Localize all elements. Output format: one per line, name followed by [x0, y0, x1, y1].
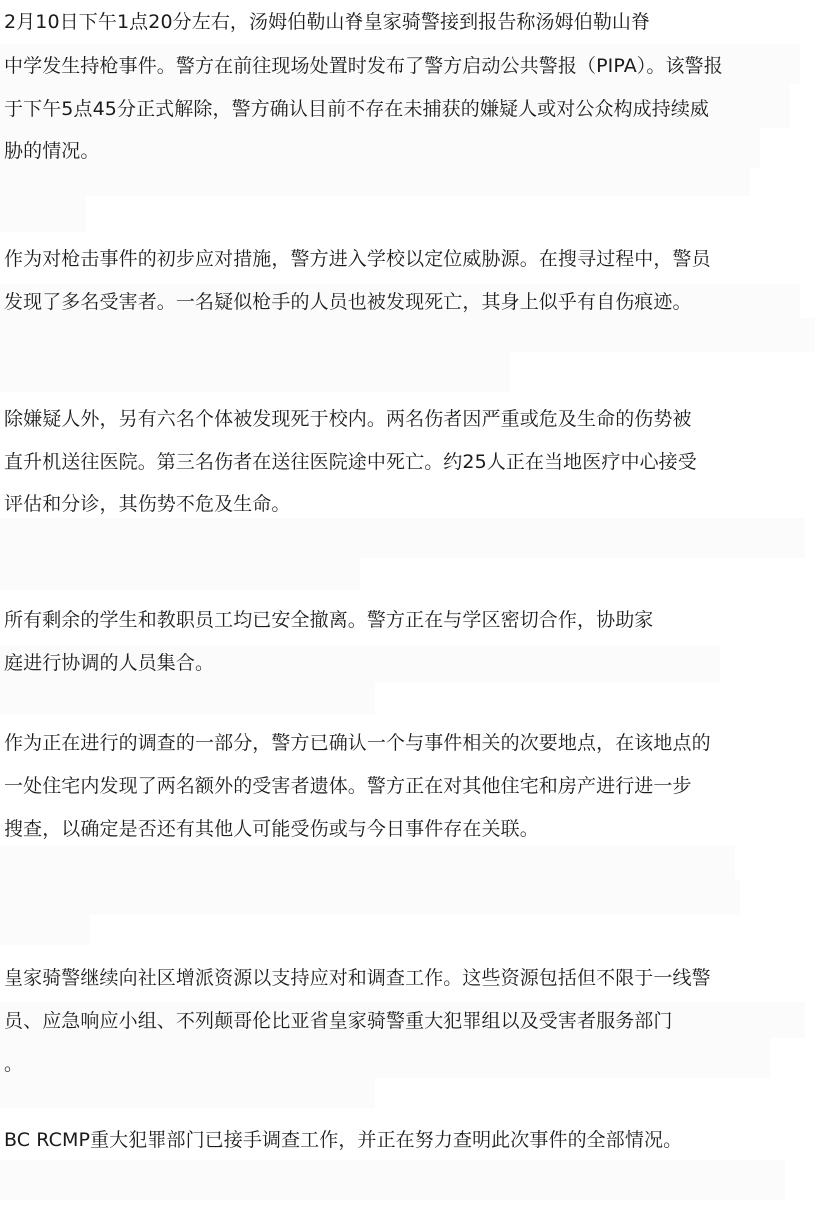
background-band — [0, 845, 735, 879]
background-band — [0, 1038, 770, 1078]
background-band — [0, 1160, 785, 1200]
text-line: 除嫌疑人外，另有六名个体被发现死于校内。两名伤者因严重或危及生命的伤势被 — [4, 408, 692, 430]
background-band — [0, 196, 86, 232]
text-line: 皇家骑警继续向社区增派资源以支持应对和调查工作。这些资源包括但不限于一线警 — [4, 967, 711, 989]
text-line: 中学发生持枪事件。警方在前往现场处置时发布了警方启动公共警报（PIPA）。该警报 — [4, 55, 723, 77]
text-line: 作为对枪击事件的初步应对措施，警方进入学校以定位威胁源。在搜寻过程中，警员 — [4, 248, 711, 270]
background-band — [0, 128, 760, 168]
text-line: 胁的情况。 — [4, 140, 100, 162]
text-line: 。 — [4, 1053, 24, 1075]
background-band — [0, 168, 750, 196]
text-line: 一处住宅内发现了两名额外的受害者遗体。警方正在对其他住宅和房产进行进一步 — [4, 775, 692, 797]
background-band — [0, 683, 375, 715]
text-line: 搜查，以确定是否还有其他人可能受伤或与今日事件存在关联。 — [4, 818, 539, 840]
background-band — [0, 318, 815, 352]
background-band — [0, 352, 510, 392]
background-band — [0, 558, 360, 590]
background-band — [0, 1078, 375, 1108]
background-band — [0, 518, 805, 558]
background-band — [0, 879, 740, 915]
text-line: 员、应急响应小组、不列颠哥伦比亚省皇家骑警重大犯罪组以及受害者服务部门 — [4, 1010, 673, 1032]
background-band — [0, 915, 90, 945]
text-line: 庭进行协调的人员集合。 — [4, 652, 215, 674]
text-line: 直升机送往医院。第三名伤者在送往医院途中死亡。约25人正在当地医疗中心接受 — [4, 451, 697, 473]
text-line: 发现了多名受害者。一名疑似枪手的人员也被发现死亡，其身上似乎有自伤痕迹。 — [4, 291, 692, 313]
text-line: 于下午5点45分正式解除，警方确认目前不存在未捕获的嫌疑人或对公众构成持续威 — [4, 98, 710, 120]
text-line: BC RCMP重大犯罪部门已接手调查工作，并正在努力查明此次事件的全部情况。 — [4, 1129, 683, 1151]
text-line: 所有剩余的学生和教职员工均已安全撤离。警方正在与学区密切合作，协助家 — [4, 609, 654, 631]
text-line: 作为正在进行的调查的一部分，警方已确认一个与事件相关的次要地点，在该地点的 — [4, 732, 711, 754]
text-line: 2月10日下午1点20分左右，汤姆伯勒山脊皇家骑警接到报告称汤姆伯勒山脊 — [4, 11, 651, 33]
text-line: 评估和分诊，其伤势不危及生命。 — [4, 493, 291, 515]
